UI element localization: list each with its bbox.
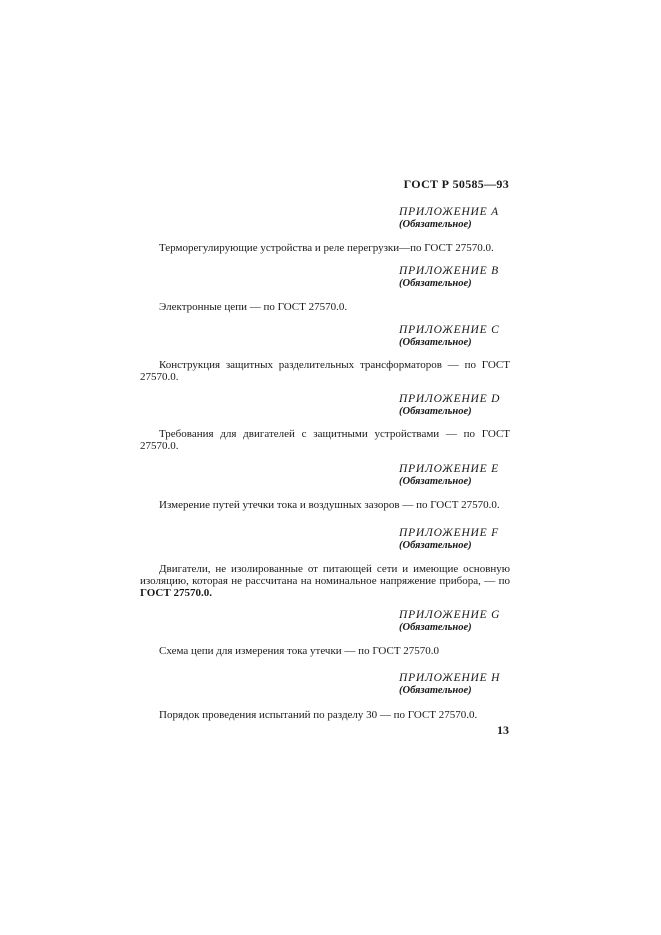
- appendix-b-text: Электронные цепи — по ГОСТ 27570.0.: [159, 301, 348, 313]
- appendix-h-text: Порядок проведения испытаний по разделу 30 — по ГОСТ 27570.0.: [159, 709, 478, 721]
- appendix-f-text: Двигатели, не изолированные от питающей сети и имеющие основную изоляцию, которая не рассчитана на номинальное напряжение прибора, — по ГОСТ 27570.0.: [140, 563, 510, 599]
- appendix-a-heading: [399, 206, 509, 230]
- appendix-title: ПРИЛОЖЕНИЕ G: [399, 609, 501, 621]
- appendix-f-heading: [399, 527, 509, 551]
- appendix-title: ПРИЛОЖЕНИЕ Е: [399, 463, 499, 475]
- appendix-title: ПРИЛОЖЕНИЕ F: [399, 527, 499, 539]
- appendix-subtitle: (Обязательное): [399, 476, 472, 487]
- appendix-c-heading: [399, 324, 509, 348]
- appendix-g-text: Схема цепи для измерения тока утечки — по ГОСТ 27570.0: [159, 645, 440, 657]
- appendix-h-heading: [399, 672, 509, 696]
- appendix-subtitle: (Обязательное): [399, 406, 472, 417]
- appendix-d-text: Требования для двигателей с защитными устройствами — по ГОСТ 27570.0.: [140, 428, 510, 452]
- appendix-subtitle: (Обязательное): [399, 540, 472, 551]
- appendix-a-text: Терморегулирующие устройства и реле перегрузки—по ГОСТ 27570.0.: [159, 242, 494, 254]
- appendix-subtitle: (Обязательное): [399, 337, 472, 348]
- document-header: ГОСТ Р 50585—93: [403, 177, 509, 191]
- page-number: 13: [497, 723, 509, 737]
- appendix-e-text: Измерение путей утечки тока и воздушных зазоров — по ГОСТ 27570.0.: [159, 499, 500, 511]
- appendix-title: ПРИЛОЖЕНИЕ А: [399, 206, 499, 218]
- appendix-subtitle: (Обязательное): [399, 622, 472, 633]
- appendix-subtitle: (Обязательное): [399, 278, 472, 289]
- appendix-title: ПРИЛОЖЕНИЕ С: [399, 324, 500, 336]
- appendix-subtitle: (Обязательное): [399, 219, 472, 230]
- appendix-c-text: Конструкция защитных разделительных трансформаторов — по ГОСТ 27570.0.: [140, 359, 510, 383]
- appendix-title: ПРИЛОЖЕНИЕ Н: [399, 672, 501, 684]
- appendix-title: ПРИЛОЖЕНИЕ В: [399, 265, 499, 277]
- appendix-e-heading: [399, 463, 509, 487]
- appendix-d-heading: [399, 393, 509, 417]
- appendix-b-heading: [399, 265, 509, 289]
- appendix-subtitle: (Обязательное): [399, 685, 472, 696]
- appendix-g-heading: [399, 609, 509, 633]
- appendix-title: ПРИЛОЖЕНИЕ D: [399, 393, 501, 405]
